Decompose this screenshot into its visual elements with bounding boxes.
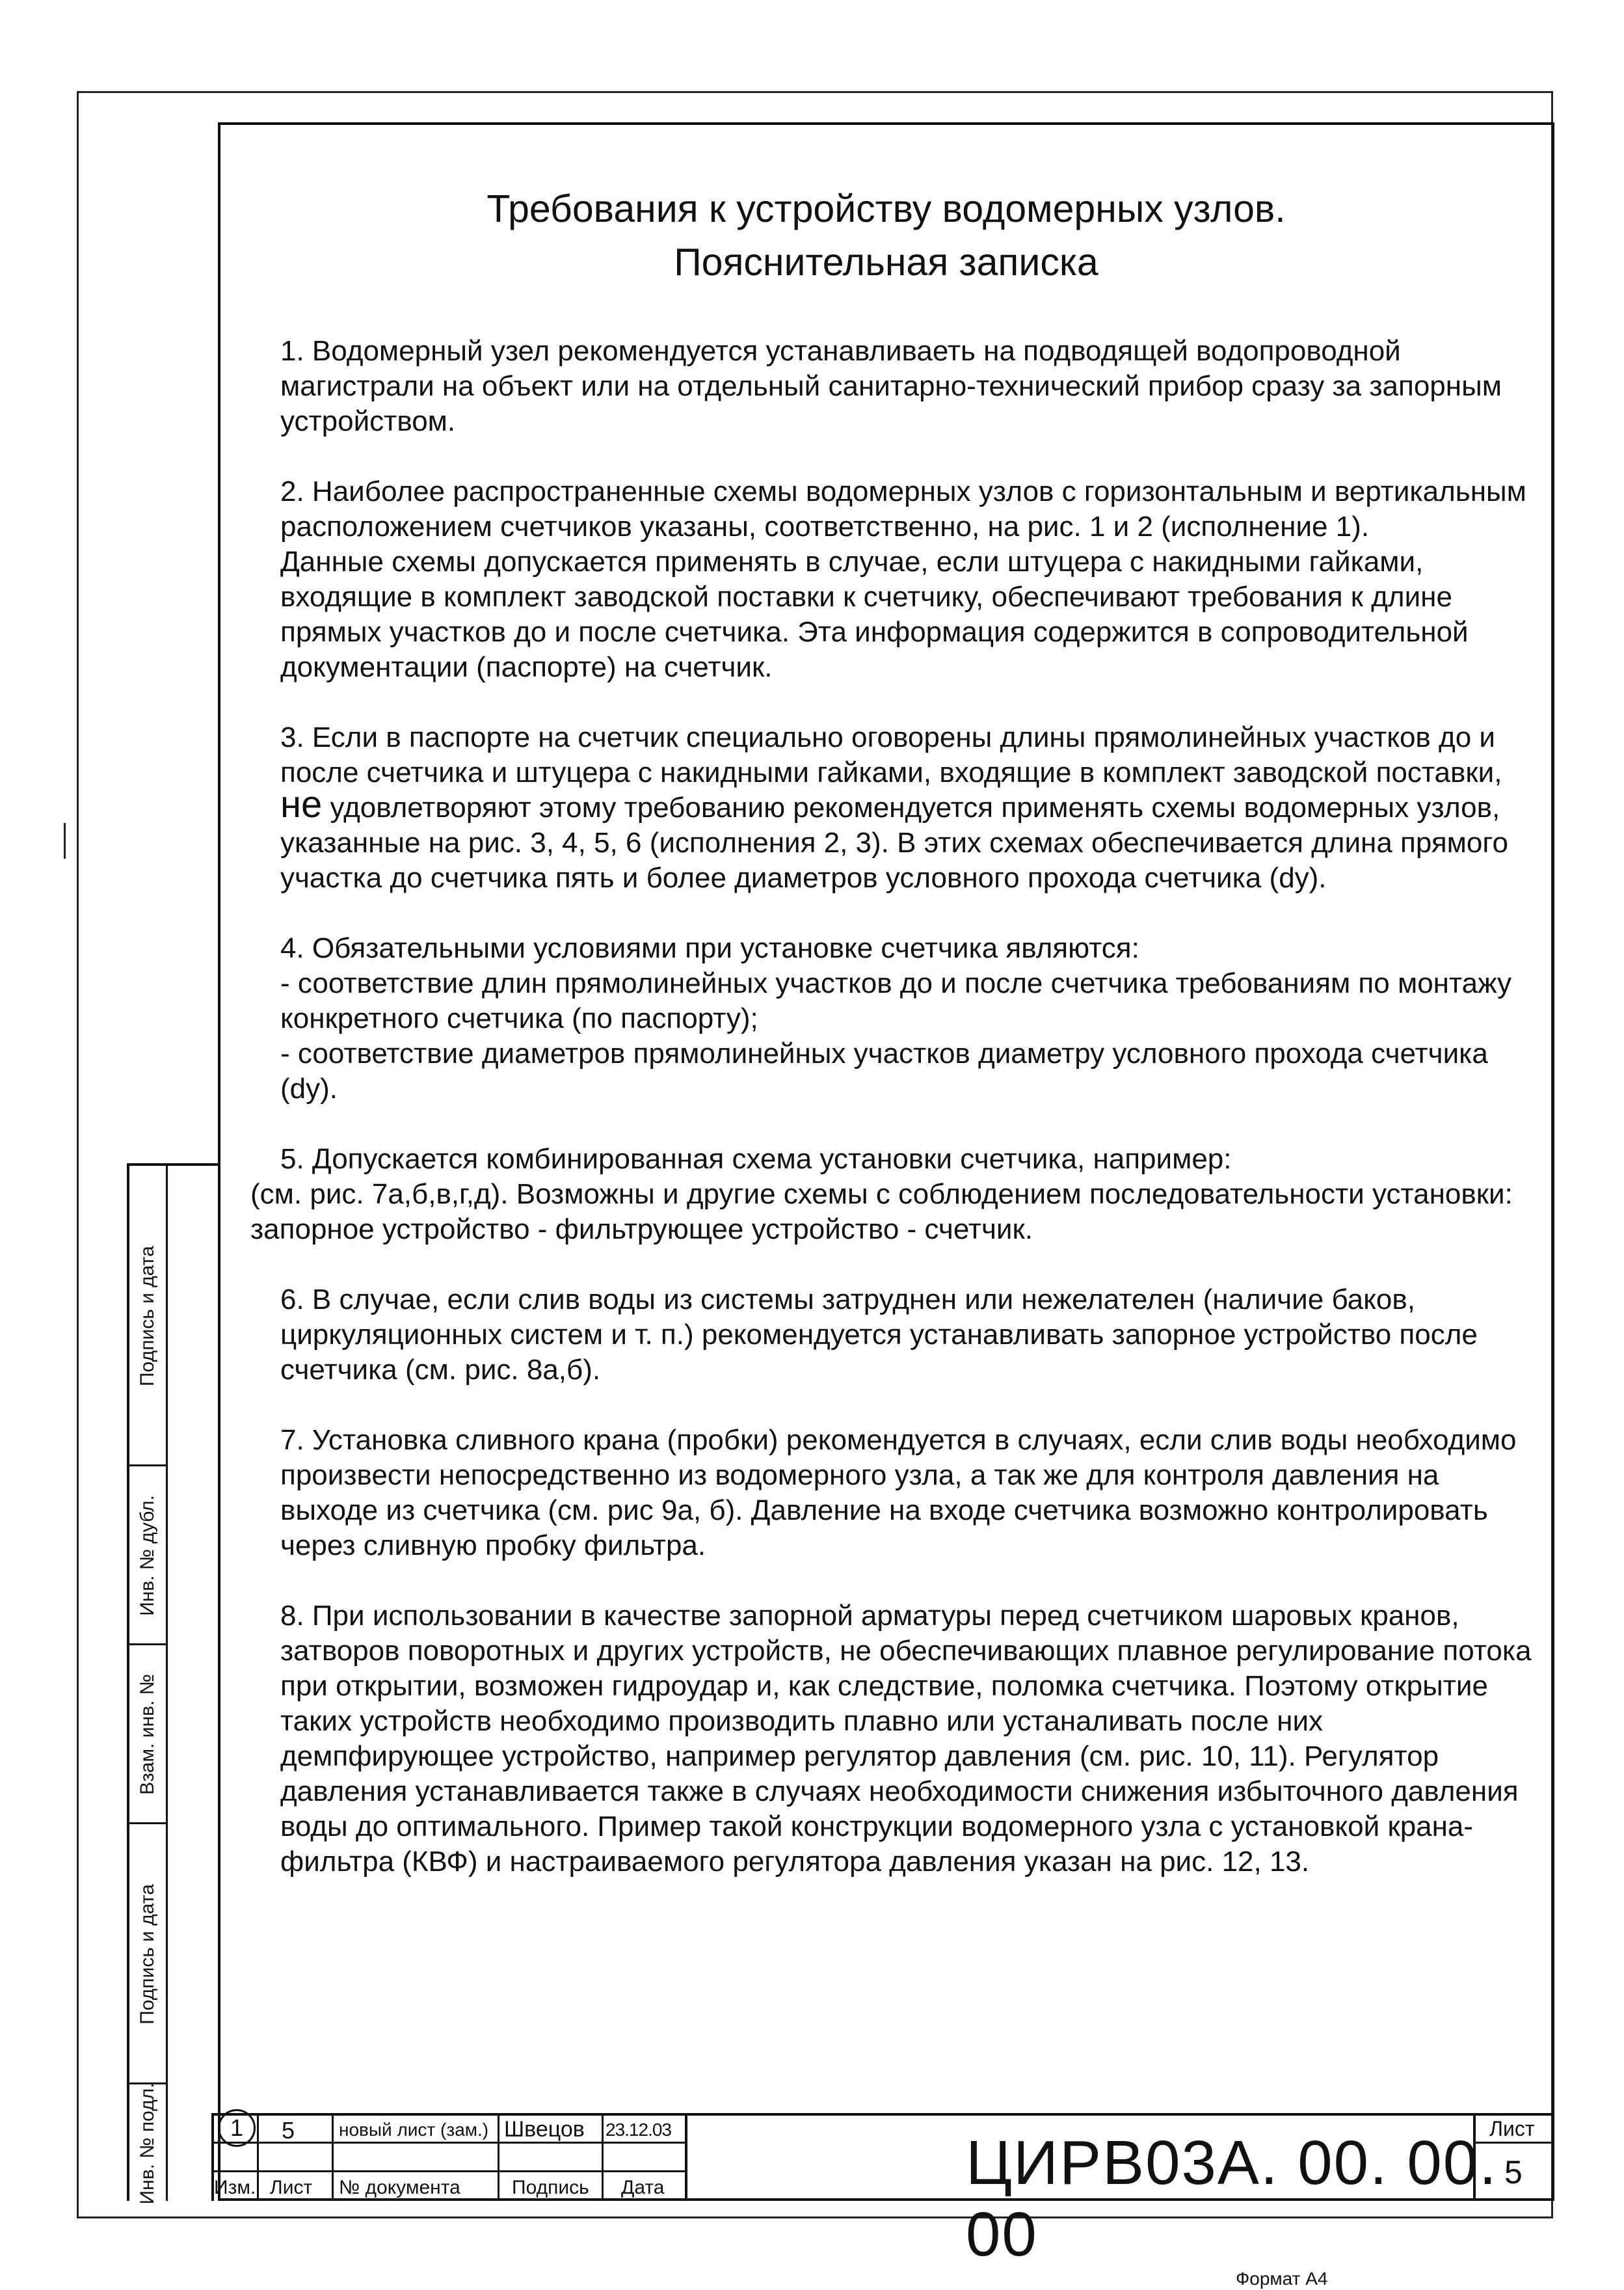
paragraph-5-continued: (см. рис. 7а,б,в,г,д). Возможны и другие схемы с соблюдением последовательности установки: запорное устройство - фильтрующее устройство - счетчик. [250, 1178, 1513, 1245]
paragraph-2-continued: Данные схемы допускается применять в случае, если штуцера с накидными гайками, входящие в комплект заводской поставки к счетчику, обеспечивают требования к длине прямых участков до и после счетчика. Эта информация содержится в сопроводительной документации (паспорте) на счетчик. [280, 546, 1469, 683]
paragraph-4: 4. Обязательными условиями при установке счетчика являются: [280, 932, 1139, 964]
side-label-sign-date-top: Подпись и дата [137, 1246, 158, 1386]
side-label-inv-podl: Инв. № подл. [137, 2082, 158, 2205]
paragraph-3-start: 3. Если в паспорте на счетчик специально оговорены длины прямолинейных участков до и после счетчика и штуцера с накидными гайками, входящие в комплект заводской поставки, [280, 721, 1502, 788]
paragraph-2: 2. Наиболее распространенные схемы водомерных узлов с горизонтальным и вертикальным расположением счетчиков указаны, соответственно, на рис. 1 и 2 (исполнение 1). [280, 476, 1526, 543]
header-list: Лист [270, 2177, 313, 2198]
paragraph-3-emphasis: не [280, 783, 323, 826]
sheet-number: 5 [1504, 2154, 1523, 2190]
paragraph-5: 5. Допускается комбинированная схема установки счетчика, например: [280, 1143, 1232, 1175]
sheet-label: Лист [1489, 2117, 1535, 2140]
header-document: № документа [339, 2177, 460, 2198]
side-label-sign-date-bottom: Подпись и дата [137, 1884, 158, 2025]
change-document: новый лист (зам.) [339, 2120, 489, 2140]
title-block [211, 2113, 1554, 2269]
side-cell-sign-date-bottom [129, 1824, 166, 2084]
changed-sheet: 5 [282, 2117, 295, 2144]
paragraph-8: 8. При использовании в качестве запорной арматуры перед счетчиком шаровых кранов, затворов поворотных и других устройств, не обеспечивающих плавное регулирование потока при открытии, возможен гидроудар и, как следствие, поломка счетчика. Поэтому открытие таких устройств необходимо производить плавно или устаналивать после них демпфирующее устройство, например регулятор давления (см. рис. 10, 11). Регулятор давления устанавливается также в случаях необходимости снижения избыточного давления воды до оптимального. Пример такой конструкции водомерного узла с установкой крана-фильтра (КВФ) и настраиваемого регулятора давления указан на рис. 12, 13. [280, 1600, 1532, 1878]
revision-number: 1 [218, 2109, 256, 2147]
paragraph-1: 1. Водомерный узел рекомендуется устанавливаеть на подводящей водопроводной магистрали на объект или на отдельный санитарно-технический прибор сразу за запорным устройством. [280, 335, 1502, 437]
side-cell-vzam-inv [129, 1645, 166, 1824]
paragraph-3 [250, 720, 1532, 896]
explanatory-note-body [250, 334, 1532, 1915]
header-date: Дата [621, 2177, 665, 2198]
paragraph-4-item-a: - соответствие длин прямолинейных участков до и после счетчика требованиям по монтажу конкретного счетчика (по паспорту); [280, 967, 1512, 1034]
margin-mark [64, 823, 66, 859]
document-title [218, 182, 1554, 289]
revision-mark [218, 2109, 256, 2147]
paragraph-6: 6. В случае, если слив воды из системы затруднен или нежелателен (наличие баков, циркуляционных систем и т. п.) рекомендуется устанавливать запорное устройство после счетчика (см. рис. 8а,б). [280, 1284, 1478, 1386]
paragraph-3-end: удовлетворяют этому требованию рекомендуется применять схемы водомерных узлов, указанные на рис. 3, 4, 5, 6 (исполнения 2, 3). В этих схемах обеспечивается длина прямого участка до счетчика пять и более диаметров условного прохода счетчика (dy). [280, 792, 1508, 894]
paragraph-4-item-b: - соответствие диаметров прямолинейных участков диаметру условного прохода счетчика (dy). [280, 1038, 1488, 1105]
side-stamp-strip [127, 1163, 218, 2205]
paragraph-7: 7. Установка сливного крана (пробки) рекомендуется в случаях, если слив воды необходимо произвести непосредственно из водомерного узла, а так же для контроля давления на выходе из счетчика (см. рис 9а, б). Давление на входе счетчика возможно контролировать через сливную пробку фильтра. [280, 1424, 1517, 1561]
side-label-inv-dubl: Инв. № дубл. [137, 1495, 158, 1616]
side-cell-inv-dubl [129, 1466, 166, 1645]
header-izm: Изм. [214, 2177, 256, 2198]
signer-name: Швецов [504, 2117, 585, 2142]
side-label-vzam-inv: Взам. инв. № [137, 1674, 158, 1795]
header-signature: Подпись [512, 2177, 589, 2198]
title-line-1: Требования к устройству водомерных узлов. [486, 187, 1286, 230]
format-label: Формат А4 [1236, 2269, 1328, 2289]
title-line-2: Пояснительная записка [674, 241, 1098, 284]
side-cell-sign-date-top [129, 1166, 166, 1466]
document-code: ЦИРВ03А. 00. 00. 00 [966, 2128, 1498, 2269]
change-date: 23.12.03 [606, 2120, 671, 2140]
side-cell-inv-podl [129, 2084, 166, 2203]
